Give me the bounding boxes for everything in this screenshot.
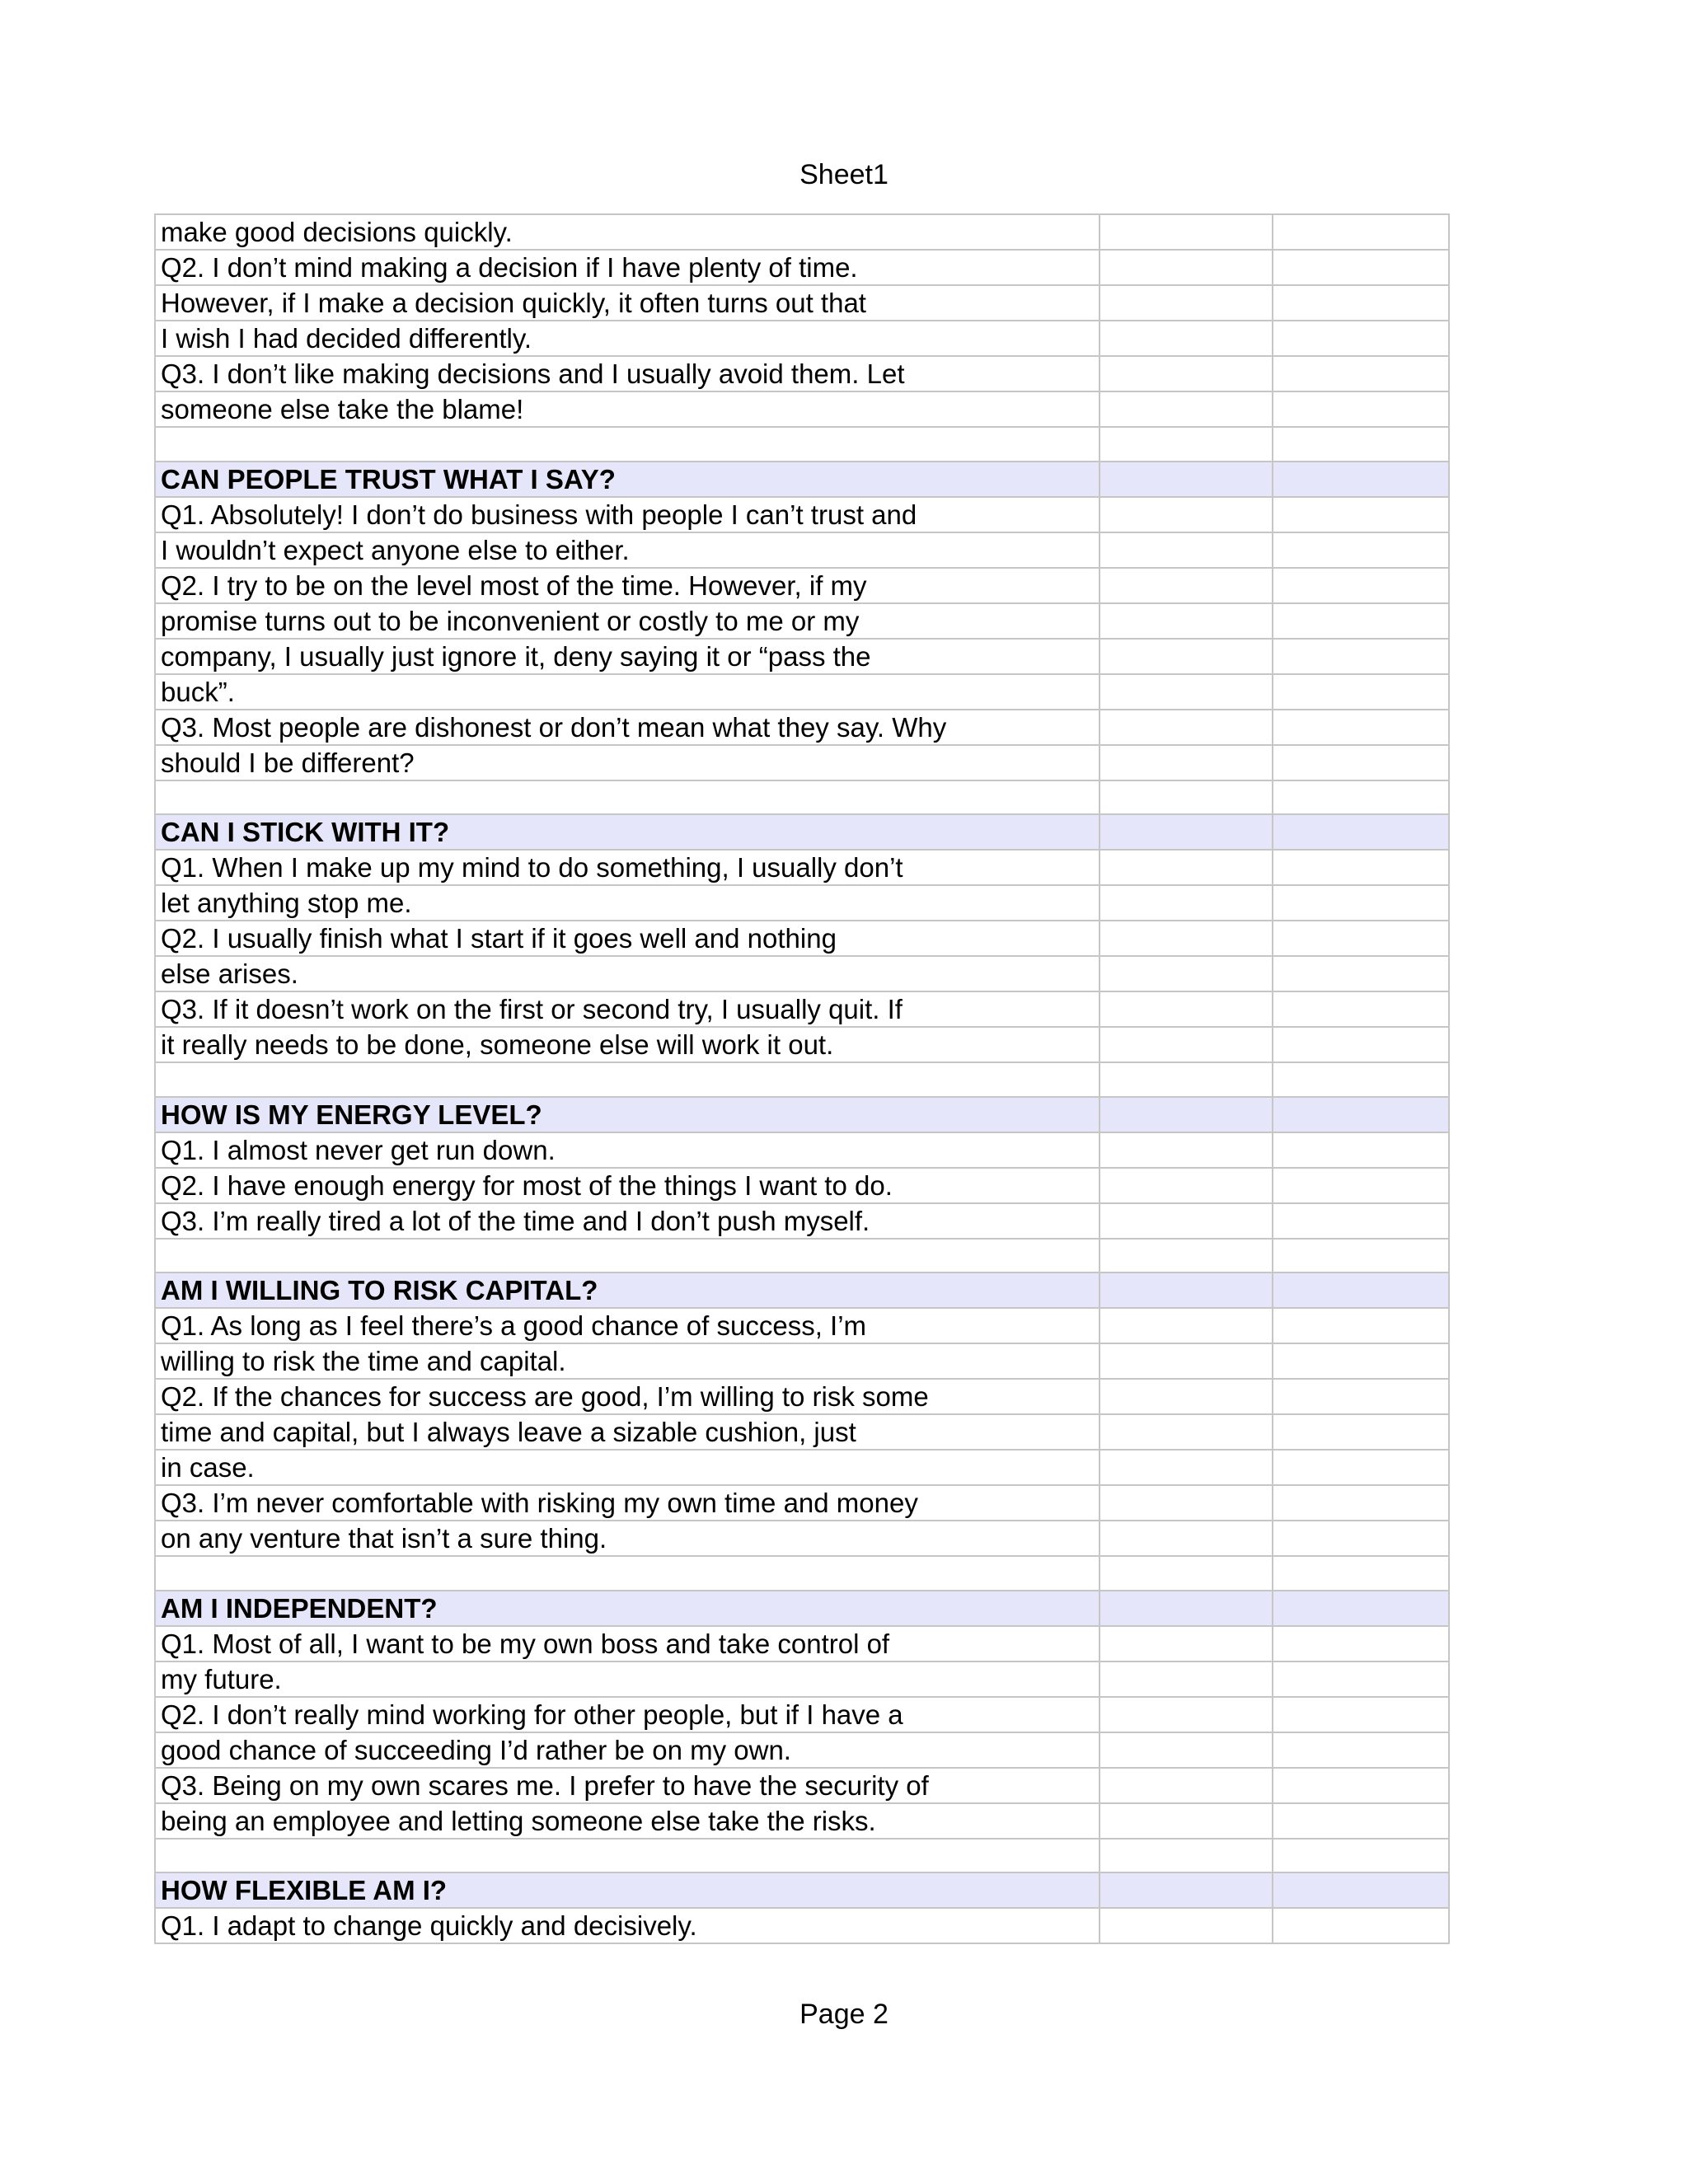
score-cell-b[interactable] bbox=[1100, 1521, 1273, 1556]
section-heading-cell[interactable]: CAN I STICK WITH IT? bbox=[155, 814, 1100, 850]
score-cell-c[interactable] bbox=[1273, 850, 1449, 885]
score-cell-b[interactable] bbox=[1100, 1732, 1273, 1768]
table-row bbox=[155, 214, 1449, 250]
table-row bbox=[155, 956, 1449, 991]
table-row bbox=[155, 391, 1449, 427]
table-row bbox=[155, 603, 1449, 639]
score-cell-c[interactable] bbox=[1273, 250, 1449, 285]
score-cell-b[interactable] bbox=[1100, 1697, 1273, 1732]
spreadsheet-grid bbox=[154, 213, 1450, 1944]
table-row bbox=[155, 250, 1449, 285]
score-cell-c[interactable] bbox=[1273, 956, 1449, 991]
score-cell-c[interactable] bbox=[1273, 532, 1449, 568]
score-cell-b[interactable] bbox=[1100, 1908, 1273, 1943]
question-text-cell[interactable]: buck”. bbox=[155, 674, 1100, 710]
score-cell-b[interactable] bbox=[1100, 1485, 1273, 1521]
score-cell-b[interactable] bbox=[1100, 1168, 1273, 1203]
section-heading-row bbox=[155, 1272, 1449, 1308]
score-cell-b[interactable] bbox=[1100, 674, 1273, 710]
table-row bbox=[155, 1521, 1449, 1556]
score-cell-c[interactable] bbox=[1273, 1591, 1449, 1626]
table-row bbox=[155, 1485, 1449, 1521]
score-cell-c[interactable] bbox=[1273, 780, 1449, 815]
table-row bbox=[155, 1908, 1449, 1943]
question-text-cell[interactable]: However, if I make a decision quickly, it often turns out that bbox=[155, 285, 1100, 321]
table-row bbox=[155, 745, 1449, 780]
table-row bbox=[155, 1414, 1449, 1450]
question-text-cell[interactable]: promise turns out to be inconvenient or costly to me or my bbox=[155, 603, 1100, 639]
question-text-cell[interactable]: make good decisions quickly. bbox=[155, 214, 1100, 250]
score-cell-b[interactable] bbox=[1100, 780, 1273, 815]
table-row bbox=[155, 285, 1449, 321]
score-cell-b[interactable] bbox=[1100, 1839, 1273, 1873]
table-row bbox=[155, 1697, 1449, 1732]
score-cell-b[interactable] bbox=[1100, 214, 1273, 250]
question-text-cell[interactable] bbox=[155, 1239, 1100, 1273]
score-cell-c[interactable] bbox=[1273, 568, 1449, 603]
score-cell-b[interactable] bbox=[1100, 321, 1273, 356]
question-text-cell[interactable]: Q2. I try to be on the level most of the time. However, if my bbox=[155, 568, 1100, 603]
score-cell-b[interactable] bbox=[1100, 1308, 1273, 1343]
section-heading-row bbox=[155, 814, 1449, 850]
score-cell-c[interactable] bbox=[1273, 885, 1449, 921]
score-cell-b[interactable] bbox=[1100, 1556, 1273, 1591]
score-cell-b[interactable] bbox=[1100, 710, 1273, 745]
score-cell-c[interactable] bbox=[1273, 1661, 1449, 1697]
score-cell-b[interactable] bbox=[1100, 921, 1273, 956]
table-row bbox=[155, 674, 1449, 710]
question-text-cell[interactable]: my future. bbox=[155, 1661, 1100, 1697]
section-heading-row bbox=[155, 1872, 1449, 1908]
score-cell-b[interactable] bbox=[1100, 1591, 1273, 1626]
score-cell-b[interactable] bbox=[1100, 356, 1273, 391]
section-heading-cell[interactable]: CAN PEOPLE TRUST WHAT I SAY? bbox=[155, 462, 1100, 497]
table-row bbox=[155, 991, 1449, 1027]
table-row bbox=[155, 1450, 1449, 1485]
question-text-cell[interactable] bbox=[155, 1556, 1100, 1591]
score-cell-c[interactable] bbox=[1273, 462, 1449, 497]
table-row bbox=[155, 321, 1449, 356]
score-cell-b[interactable] bbox=[1100, 885, 1273, 921]
question-text-cell[interactable]: Q1. When I make up my mind to do something, I usually don’t bbox=[155, 850, 1100, 885]
score-cell-c[interactable] bbox=[1273, 745, 1449, 780]
question-text-cell[interactable]: Q2. I have enough energy for most of the things I want to do. bbox=[155, 1168, 1100, 1203]
score-cell-c[interactable] bbox=[1273, 214, 1449, 250]
score-cell-b[interactable] bbox=[1100, 1062, 1273, 1097]
table-row bbox=[155, 1027, 1449, 1062]
score-cell-c[interactable] bbox=[1273, 1272, 1449, 1308]
score-cell-c[interactable] bbox=[1273, 991, 1449, 1027]
score-cell-c[interactable] bbox=[1273, 1450, 1449, 1485]
question-text-cell[interactable]: Q3. If it doesn’t work on the first or second try, I usually quit. If bbox=[155, 991, 1100, 1027]
question-text-cell[interactable]: Q1. I adapt to change quickly and decisively. bbox=[155, 1908, 1100, 1943]
question-text-cell[interactable]: company, I usually just ignore it, deny saying it or “pass the bbox=[155, 639, 1100, 674]
score-cell-c[interactable] bbox=[1273, 1414, 1449, 1450]
table-row bbox=[155, 1626, 1449, 1661]
score-cell-b[interactable] bbox=[1100, 1239, 1273, 1273]
table-row bbox=[155, 710, 1449, 745]
question-text-cell[interactable]: Q1. As long as I feel there’s a good chance of success, I’m bbox=[155, 1308, 1100, 1343]
score-cell-b[interactable] bbox=[1100, 497, 1273, 532]
question-text-cell[interactable]: I wouldn’t expect anyone else to either. bbox=[155, 532, 1100, 568]
score-cell-b[interactable] bbox=[1100, 1379, 1273, 1414]
score-cell-c[interactable] bbox=[1273, 603, 1449, 639]
sheet-title: Sheet1 bbox=[799, 159, 889, 190]
score-cell-c[interactable] bbox=[1273, 1697, 1449, 1732]
question-text-cell[interactable] bbox=[155, 780, 1100, 815]
score-cell-b[interactable] bbox=[1100, 991, 1273, 1027]
score-cell-c[interactable] bbox=[1273, 1062, 1449, 1097]
question-text-cell[interactable]: Q3. I’m never comfortable with risking my own time and money bbox=[155, 1485, 1100, 1521]
score-cell-c[interactable] bbox=[1273, 427, 1449, 462]
table-row bbox=[155, 356, 1449, 391]
table-row bbox=[155, 1203, 1449, 1239]
question-text-cell[interactable]: Q1. Absolutely! I don’t do business with people I can’t trust and bbox=[155, 497, 1100, 532]
question-text-cell[interactable] bbox=[155, 1839, 1100, 1873]
question-text-cell[interactable]: else arises. bbox=[155, 956, 1100, 991]
section-heading-cell[interactable]: AM I INDEPENDENT? bbox=[155, 1591, 1100, 1626]
table-row bbox=[155, 1343, 1449, 1379]
score-cell-b[interactable] bbox=[1100, 1768, 1273, 1803]
question-text-cell[interactable]: Q2. If the chances for success are good, I’m willing to risk some bbox=[155, 1379, 1100, 1414]
score-cell-c[interactable] bbox=[1273, 1308, 1449, 1343]
score-cell-c[interactable] bbox=[1273, 1485, 1449, 1521]
question-text-cell[interactable]: Q2. I don’t mind making a decision if I have plenty of time. bbox=[155, 250, 1100, 285]
score-cell-b[interactable] bbox=[1100, 1097, 1273, 1132]
question-text-cell[interactable]: being an employee and letting someone else take the risks. bbox=[155, 1803, 1100, 1839]
score-cell-b[interactable] bbox=[1100, 1343, 1273, 1379]
question-text-cell[interactable]: good chance of succeeding I’d rather be on my own. bbox=[155, 1732, 1100, 1768]
table-row bbox=[155, 1732, 1449, 1768]
score-cell-c[interactable] bbox=[1273, 1239, 1449, 1273]
question-text-cell[interactable]: it really needs to be done, someone else will work it out. bbox=[155, 1027, 1100, 1062]
score-cell-c[interactable] bbox=[1273, 1839, 1449, 1873]
section-heading-row bbox=[155, 1591, 1449, 1626]
score-cell-c[interactable] bbox=[1273, 321, 1449, 356]
question-text-cell[interactable] bbox=[155, 427, 1100, 462]
score-cell-b[interactable] bbox=[1100, 603, 1273, 639]
score-cell-c[interactable] bbox=[1273, 1343, 1449, 1379]
table-row bbox=[155, 1379, 1449, 1414]
section-heading-cell[interactable]: HOW FLEXIBLE AM I? bbox=[155, 1872, 1100, 1908]
score-cell-b[interactable] bbox=[1100, 1626, 1273, 1661]
table-row bbox=[155, 1803, 1449, 1839]
score-cell-b[interactable] bbox=[1100, 1414, 1273, 1450]
score-cell-b[interactable] bbox=[1100, 1132, 1273, 1168]
score-cell-c[interactable] bbox=[1273, 497, 1449, 532]
table-row bbox=[155, 1132, 1449, 1168]
score-cell-c[interactable] bbox=[1273, 1803, 1449, 1839]
score-cell-b[interactable] bbox=[1100, 391, 1273, 427]
question-text-cell[interactable]: willing to risk the time and capital. bbox=[155, 1343, 1100, 1379]
score-cell-b[interactable] bbox=[1100, 745, 1273, 780]
question-text-cell[interactable]: Q3. Being on my own scares me. I prefer to have the security of bbox=[155, 1768, 1100, 1803]
score-cell-b[interactable] bbox=[1100, 1661, 1273, 1697]
page-number: Page 2 bbox=[799, 1999, 889, 2030]
table-row bbox=[155, 780, 1449, 815]
score-cell-c[interactable] bbox=[1273, 285, 1449, 321]
question-text-cell[interactable]: let anything stop me. bbox=[155, 885, 1100, 921]
score-cell-c[interactable] bbox=[1273, 1379, 1449, 1414]
section-heading-cell[interactable]: AM I WILLING TO RISK CAPITAL? bbox=[155, 1272, 1100, 1308]
score-cell-c[interactable] bbox=[1273, 1626, 1449, 1661]
score-cell-b[interactable] bbox=[1100, 532, 1273, 568]
score-cell-c[interactable] bbox=[1273, 1872, 1449, 1908]
question-text-cell[interactable]: time and capital, but I always leave a sizable cushion, just bbox=[155, 1414, 1100, 1450]
score-cell-b[interactable] bbox=[1100, 568, 1273, 603]
score-cell-c[interactable] bbox=[1273, 1521, 1449, 1556]
score-cell-b[interactable] bbox=[1100, 250, 1273, 285]
table-row bbox=[155, 1839, 1449, 1873]
table-row bbox=[155, 1768, 1449, 1803]
score-cell-b[interactable] bbox=[1100, 956, 1273, 991]
table-row bbox=[155, 1556, 1449, 1591]
score-cell-c[interactable] bbox=[1273, 639, 1449, 674]
question-text-cell[interactable]: I wish I had decided differently. bbox=[155, 321, 1100, 356]
score-cell-b[interactable] bbox=[1100, 1272, 1273, 1308]
score-cell-b[interactable] bbox=[1100, 814, 1273, 850]
grid-body bbox=[155, 214, 1449, 1943]
score-cell-c[interactable] bbox=[1273, 1908, 1449, 1943]
score-cell-c[interactable] bbox=[1273, 1132, 1449, 1168]
question-text-cell[interactable]: Q1. Most of all, I want to be my own boss and take control of bbox=[155, 1626, 1100, 1661]
score-cell-b[interactable] bbox=[1100, 639, 1273, 674]
score-cell-c[interactable] bbox=[1273, 356, 1449, 391]
score-cell-c[interactable] bbox=[1273, 921, 1449, 956]
score-cell-c[interactable] bbox=[1273, 1027, 1449, 1062]
table-row bbox=[155, 850, 1449, 885]
table-row bbox=[155, 568, 1449, 603]
score-cell-b[interactable] bbox=[1100, 285, 1273, 321]
question-text-cell[interactable]: Q1. I almost never get run down. bbox=[155, 1132, 1100, 1168]
table-row bbox=[155, 497, 1449, 532]
table-row bbox=[155, 1062, 1449, 1097]
score-cell-c[interactable] bbox=[1273, 1097, 1449, 1132]
question-text-cell[interactable]: Q2. I usually finish what I start if it goes well and nothing bbox=[155, 921, 1100, 956]
question-text-cell[interactable]: Q3. Most people are dishonest or don’t mean what they say. Why bbox=[155, 710, 1100, 745]
section-heading-cell[interactable]: HOW IS MY ENERGY LEVEL? bbox=[155, 1097, 1100, 1132]
score-cell-c[interactable] bbox=[1273, 1556, 1449, 1591]
question-text-cell[interactable]: Q3. I’m really tired a lot of the time and I don’t push myself. bbox=[155, 1203, 1100, 1239]
table-row bbox=[155, 1308, 1449, 1343]
score-cell-c[interactable] bbox=[1273, 391, 1449, 427]
score-cell-c[interactable] bbox=[1273, 814, 1449, 850]
score-cell-b[interactable] bbox=[1100, 427, 1273, 462]
section-heading-row bbox=[155, 1097, 1449, 1132]
score-cell-b[interactable] bbox=[1100, 1803, 1273, 1839]
score-cell-c[interactable] bbox=[1273, 1732, 1449, 1768]
table-row bbox=[155, 921, 1449, 956]
question-text-cell[interactable]: on any venture that isn’t a sure thing. bbox=[155, 1521, 1100, 1556]
score-cell-b[interactable] bbox=[1100, 1203, 1273, 1239]
score-cell-b[interactable] bbox=[1100, 1450, 1273, 1485]
table-row bbox=[155, 639, 1449, 674]
score-cell-b[interactable] bbox=[1100, 1027, 1273, 1062]
score-cell-c[interactable] bbox=[1273, 674, 1449, 710]
table-row bbox=[155, 885, 1449, 921]
section-heading-row bbox=[155, 462, 1449, 497]
score-cell-c[interactable] bbox=[1273, 710, 1449, 745]
question-text-cell[interactable]: someone else take the blame! bbox=[155, 391, 1100, 427]
table-row bbox=[155, 1239, 1449, 1273]
question-text-cell[interactable] bbox=[155, 1062, 1100, 1097]
question-text-cell[interactable]: Q2. I don’t really mind working for other people, but if I have a bbox=[155, 1697, 1100, 1732]
score-cell-c[interactable] bbox=[1273, 1168, 1449, 1203]
table-row bbox=[155, 532, 1449, 568]
score-cell-b[interactable] bbox=[1100, 850, 1273, 885]
question-text-cell[interactable]: Q3. I don’t like making decisions and I usually avoid them. Let bbox=[155, 356, 1100, 391]
table-row bbox=[155, 1661, 1449, 1697]
score-cell-b[interactable] bbox=[1100, 1872, 1273, 1908]
question-text-cell[interactable]: should I be different? bbox=[155, 745, 1100, 780]
table-row bbox=[155, 1168, 1449, 1203]
question-text-cell[interactable]: in case. bbox=[155, 1450, 1100, 1485]
score-cell-c[interactable] bbox=[1273, 1203, 1449, 1239]
score-cell-c[interactable] bbox=[1273, 1768, 1449, 1803]
score-cell-b[interactable] bbox=[1100, 462, 1273, 497]
table-row bbox=[155, 427, 1449, 462]
